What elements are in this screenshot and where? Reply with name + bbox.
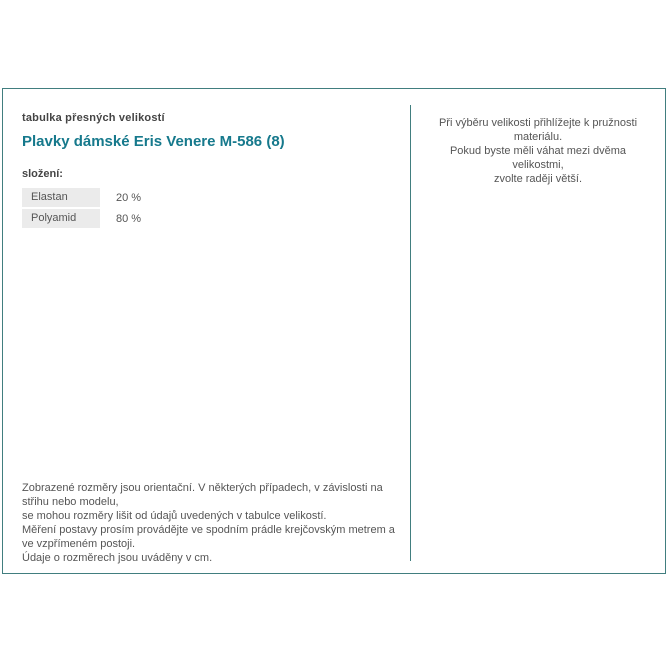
- material-cell: Elastan: [22, 188, 100, 207]
- value-cell: 20 %: [116, 191, 142, 204]
- left-panel: [3, 89, 410, 573]
- note-line: Měření postavy prosím provádějte ve spodním prádle krejčovským metrem a ve vzpřímeném postoji.: [22, 524, 395, 550]
- right-panel: [411, 89, 665, 573]
- note-line: se mohou rozměry lišit od údajů uvedených v tabulce velikostí.: [22, 510, 327, 522]
- size-advice: [425, 116, 651, 186]
- composition-table: [22, 188, 400, 228]
- advice-line: zvolte raději větší.: [493, 173, 583, 185]
- advice-line: Pokud byste měli váhat mezi dvěma velikostmi,: [449, 145, 627, 171]
- table-row: [22, 209, 400, 228]
- size-notes: [22, 481, 400, 565]
- note-line: Zobrazené rozměry jsou orientační. V některých případech, v závislosti na střihu nebo modelu,: [22, 482, 383, 508]
- table-row: [22, 188, 400, 207]
- product-title: Plavky dámské Eris Venere M-586 (8): [22, 133, 285, 150]
- advice-line: Při výběru velikosti přihlížejte k pružnosti materiálu.: [438, 117, 638, 143]
- section-label: tabulka přesných velikostí: [22, 112, 165, 124]
- note-line: Údaje o rozměrech jsou uváděny v cm.: [22, 552, 213, 564]
- size-table-panel: [2, 88, 666, 574]
- material-cell: Polyamid: [22, 209, 100, 228]
- value-cell: 80 %: [116, 212, 142, 225]
- composition-label: složení:: [22, 168, 63, 180]
